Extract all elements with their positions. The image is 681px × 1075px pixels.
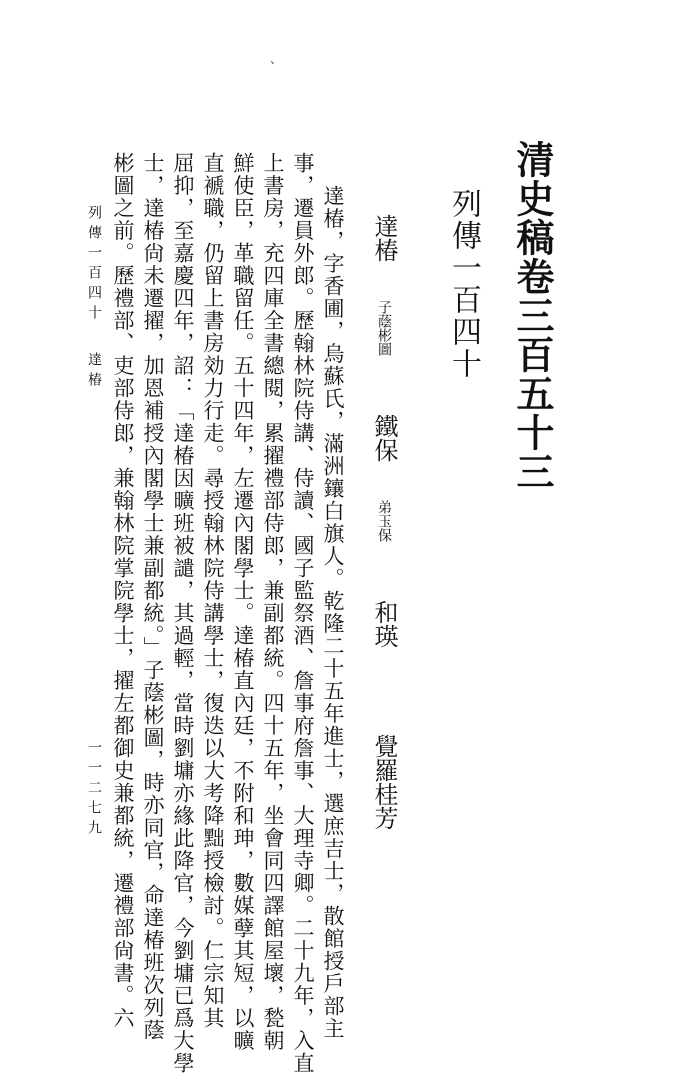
body-column-1: 達椿，字香圃，烏蘇氏，滿洲鑲白旗人。乾隆二十五年進士，選庶吉士，散館授戶部主 — [321, 185, 345, 1040]
subject-name: 達椿 — [370, 214, 398, 262]
body-column-7: 士，達椿尙未遷擢，加恩補授內閣學士兼副都統。」子蔭彬圖，時亦同官，命達椿班次列蔭 — [141, 152, 165, 1042]
footer-page-number: 一一二七九 — [86, 740, 102, 840]
body-column-8: 彬圖之前。歷禮部、吏部侍郎，兼翰林院掌院學士，擢左都御史兼都統，遷禮部尙書。六 — [111, 152, 135, 1030]
body-column-3: 上書房，充四庫全書總閱，累擢禮部侍郎，兼副都統。四十五年，坐會同四譯館屋壞，甃朝 — [261, 152, 285, 1052]
subject-note: 弟玉保 — [376, 500, 392, 542]
page-mark: 、 — [270, 52, 283, 66]
footer-name: 達椿 — [86, 352, 102, 392]
subject-name: 覺羅桂芳 — [370, 734, 398, 830]
body-column-5: 直褫職，仍留上書房効力行走。尋授翰林院侍講學士，復迭以大考降黜授檢討。仁宗知其 — [201, 152, 225, 1030]
subject-name: 和瑛 — [370, 600, 398, 648]
footer-section: 列傳一百四十 — [86, 205, 102, 325]
page-title: 清史稿卷三百五十三 — [510, 140, 555, 491]
page-subtitle: 列傳一百四十 — [446, 188, 481, 380]
subject-note: 子蔭彬圖 — [376, 300, 392, 356]
body-column-4: 鮮使臣，革職留任。五十四年，左遷內閣學士。達椿直內廷，不附和珅，數媒孽其短，以曠 — [231, 152, 255, 1052]
body-column-6: 屈抑，至嘉慶四年，詔：「達椿因曠班被譴，其過輕，當時劉墉亦緣此降官，今劉墉已爲大學 — [171, 152, 195, 1075]
body-column-2: 事，遷員外郎。歷翰林院侍講、侍讀、國子監祭酒、詹事府詹事、大理寺卿。二十九年，入直 — [291, 152, 315, 1075]
subject-name: 鐵保 — [370, 414, 398, 462]
subject-list — [370, 214, 398, 830]
